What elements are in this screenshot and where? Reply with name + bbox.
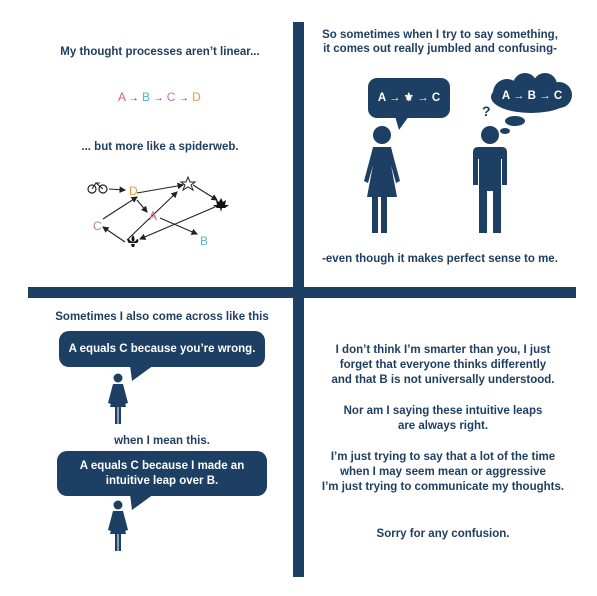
maple-leaf-icon	[213, 198, 229, 212]
bl-line2: when I mean this.	[114, 435, 210, 447]
br-p1-line2: forget that everyone thinks differently	[339, 359, 547, 371]
arrow-icon: →	[178, 93, 189, 104]
br-p3-line1: I’m just trying to say that a lot of the time	[330, 451, 556, 463]
linear-a: A	[118, 90, 126, 104]
bubble-intuitive-tail	[128, 494, 158, 512]
bubble-intuitive-line2: intuitive leap over B.	[105, 475, 219, 487]
bubble-wrong-tail	[128, 365, 158, 383]
web-arrow	[103, 227, 125, 242]
speech-bubble	[368, 78, 450, 118]
arrow-icon: →	[153, 93, 164, 104]
vertical-divider	[293, 22, 304, 577]
bicycle-icon	[88, 183, 107, 193]
star-icon	[181, 177, 195, 190]
bubble-wrong	[59, 331, 265, 367]
bubble-wrong-text: A equals C because you’re wrong.	[68, 343, 256, 355]
web-arrow	[137, 200, 147, 212]
br-p2-line1: Nor am I saying these intuitive leaps	[343, 405, 543, 417]
web-arrow	[109, 189, 125, 190]
web-label-b: B	[200, 234, 209, 248]
fleur-de-lis-icon	[128, 235, 139, 247]
tr-line2: it comes out really jumbled and confusing-	[323, 43, 557, 55]
woman-figure-icon	[360, 125, 404, 237]
linear-c: C	[166, 90, 176, 104]
web-arrow	[103, 197, 137, 219]
web-arrow	[137, 185, 183, 193]
bubble-intuitive-line1: A equals C because I made an	[79, 460, 245, 472]
web-arrow	[193, 185, 217, 200]
linear-b: B	[142, 90, 151, 104]
horizontal-divider	[28, 287, 576, 298]
speech-text: A → ⚜ → C	[377, 92, 441, 104]
tr-line1: So sometimes when I try to say something,	[322, 29, 558, 41]
linear-d: D	[192, 90, 201, 104]
question-mark: ?	[482, 103, 491, 119]
tr-line3: -even though it makes perfect sense to me.	[322, 253, 558, 265]
bl-line1: Sometimes I also come across like this	[55, 311, 269, 323]
br-p3-line3: I’m just trying to communicate my thoughts.	[321, 481, 565, 493]
thought-text: A → B → C	[501, 90, 563, 102]
man-figure-icon	[468, 125, 512, 237]
woman-figure-icon	[106, 373, 130, 425]
br-p1-line1: I don’t think I’m smarter than you, I just	[335, 344, 551, 356]
bubble-intuitive	[57, 451, 267, 496]
spiderweb-diagram	[85, 172, 245, 252]
tl-line2: ... but more like a spiderweb.	[81, 141, 239, 153]
br-p2-line2: are always right.	[397, 420, 489, 432]
web-label-d: D	[129, 184, 138, 198]
br-p1-line3: and that B is not universally understood.	[331, 374, 555, 386]
br-p4: Sorry for any confusion.	[376, 528, 510, 540]
tl-line1: My thought processes aren’t linear...	[60, 46, 260, 58]
web-label-a: A	[149, 209, 158, 223]
linear-sequence	[118, 90, 208, 106]
arrow-icon: →	[128, 93, 139, 104]
web-label-c: C	[93, 219, 102, 233]
web-arrow	[160, 218, 197, 234]
woman-figure-icon	[106, 500, 130, 552]
br-p3-line2: when I may seem mean or aggressive	[340, 466, 546, 478]
